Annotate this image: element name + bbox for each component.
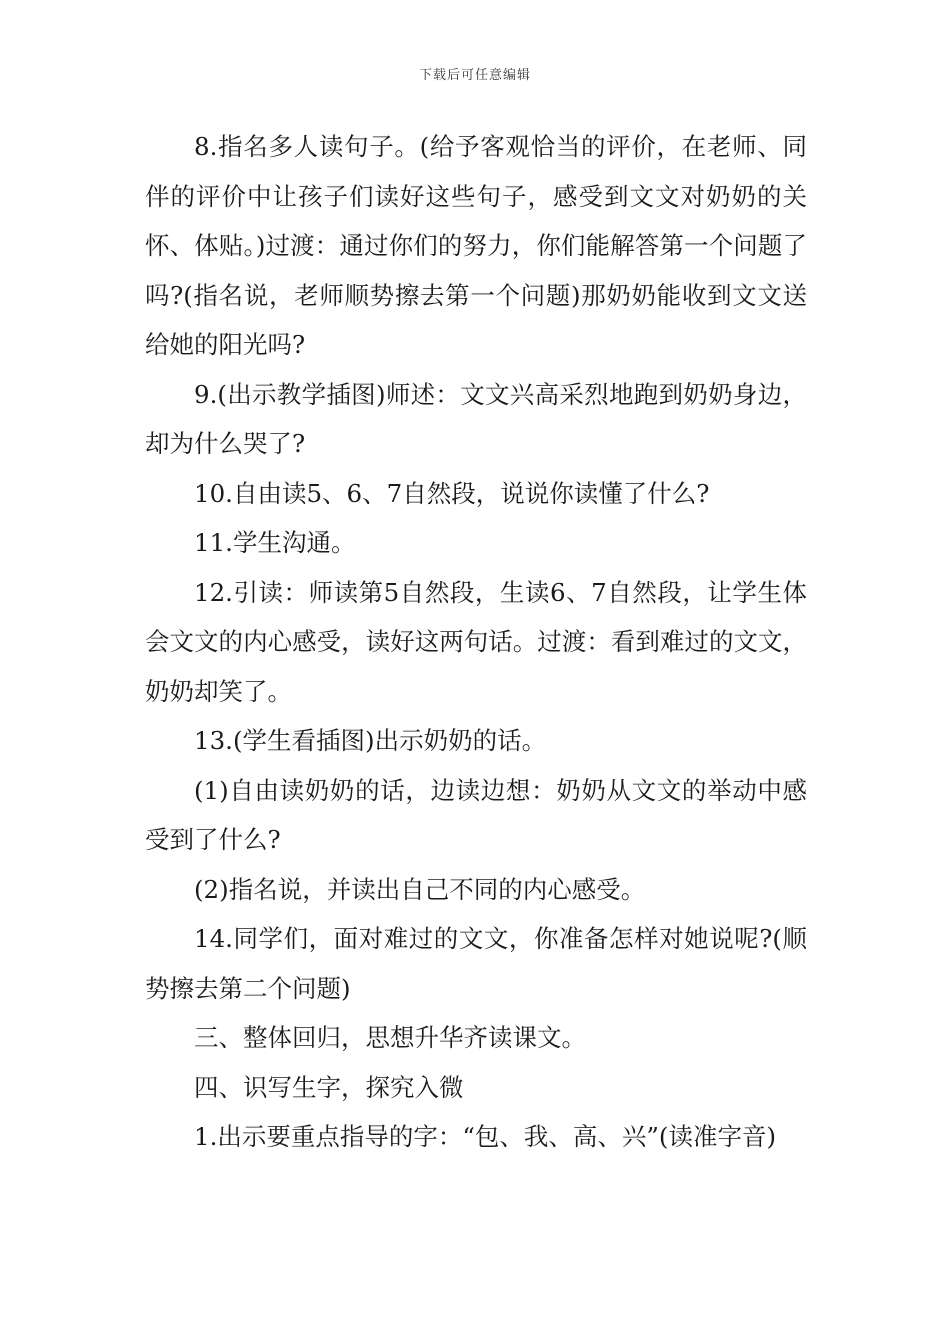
section-heading-4: 四、识写生字，探究入微 xyxy=(194,1072,464,1102)
paragraph-step-13: 13.(学生看插图)出示奶奶的话。 xyxy=(194,726,547,755)
paragraph-step-1: 1.出示要重点指导的字：“包、我、高、兴”(读准字音) xyxy=(194,1122,777,1151)
paragraph-step-11: 11.学生沟通。 xyxy=(194,528,356,557)
section-heading-3: 三、整体回归，思想升华齐读课文。 xyxy=(194,1023,586,1052)
document-body xyxy=(145,122,807,1162)
paragraph-step-8: 8.指名多人读句子。(给予客观恰当的评价，在老师、同伴的评价中让孩子们读好这些句子，感受到文文对奶奶的关怀、体贴。)过渡：通过你们的努力，你们能解答第一个问题了吗?(指名说，老师顺势擦去第一个问题)那奶奶能收到文文送给她的阳光吗? xyxy=(145,132,807,359)
page-header: 下载后可任意编辑 xyxy=(418,68,531,83)
paragraph-step-9: 9.(出示教学插图)师述：文文兴高采烈地跑到奶奶身边，却为什么哭了? xyxy=(145,379,807,458)
paragraph-step-12: 12.引读：师读第5自然段，生读6、7自然段，让学生体会文文的内心感受，读好这两句话。过渡：看到难过的文文，奶奶却笑了。 xyxy=(145,577,807,706)
paragraph-step-13-1: (1)自由读奶奶的话，边读边想：奶奶从文文的举动中感受到了什么? xyxy=(145,775,807,854)
paragraph-step-13-2: (2)指名说，并读出自己不同的内心感受。 xyxy=(194,874,646,904)
paragraph-step-14: 14.同学们，面对难过的文文，你准备怎样对她说呢?(顺势擦去第二个问题) xyxy=(145,924,807,1003)
paragraph-step-10: 10.自由读5、6、7自然段，说说你读懂了什么? xyxy=(194,478,710,508)
